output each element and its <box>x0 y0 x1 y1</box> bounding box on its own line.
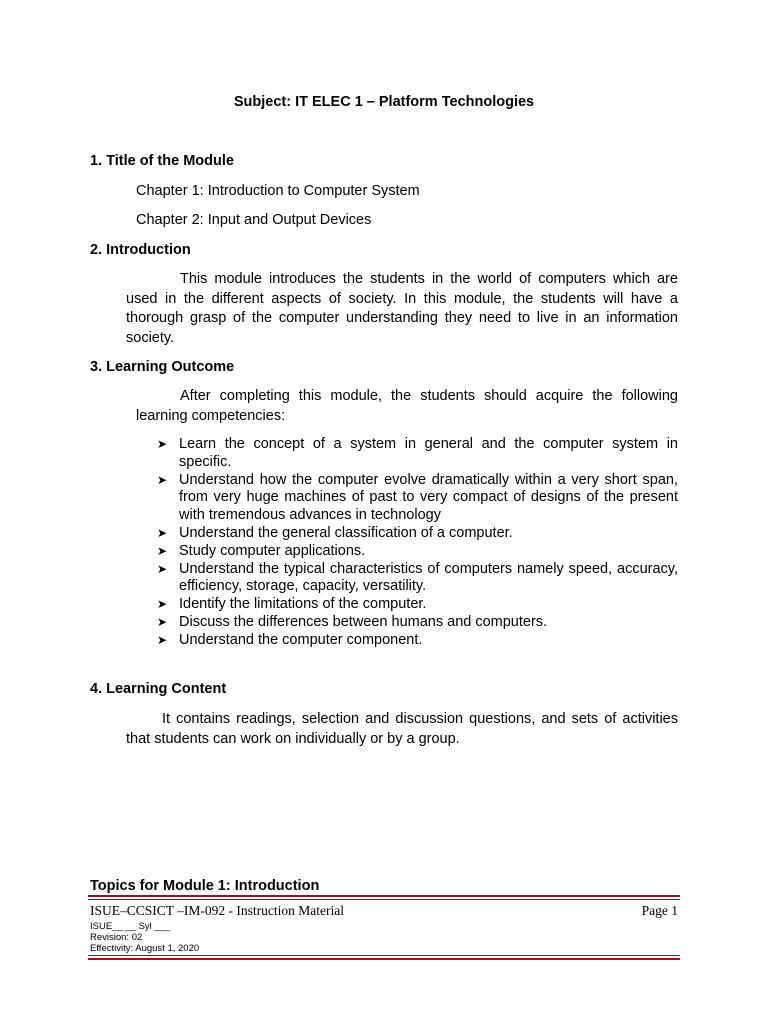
introduction-text: This module introduces the students in the world of computers which are used in the different aspects of society. In this module, the students will have a thorough grasp of the computer understanding they need to live in an information society. <box>126 271 678 346</box>
list-item <box>157 614 678 632</box>
section-heading-title: 1. Title of the Module <box>90 153 234 169</box>
chapter-2: Chapter 2: Input and Output Devices <box>136 212 372 228</box>
section-heading-learning-content: 4. Learning Content <box>90 681 227 697</box>
footer-doc-code: ISUE–CCSICT –IM-092 - Instruction Material <box>90 903 344 918</box>
section-heading-learning-outcome: 3. Learning Outcome <box>90 359 235 375</box>
arrow-bullet-icon: ➤ <box>157 437 168 451</box>
footer-revision: Revision: 02 <box>90 932 143 943</box>
list-item <box>157 632 678 650</box>
arrow-bullet-icon: ➤ <box>157 472 168 487</box>
learning-content-paragraph <box>126 710 678 749</box>
arrow-bullet-icon: ➤ <box>157 525 168 540</box>
arrow-bullet-icon: ➤ <box>157 632 168 647</box>
learning-content-text: It contains readings, selection and discussion questions, and sets of activities that students can work on individually or by a group. <box>126 711 678 747</box>
topics-heading: Topics for Module 1: Introduction <box>90 878 320 894</box>
footer-rule-bottom-thin <box>88 955 680 956</box>
arrow-bullet-icon: ➤ <box>157 543 168 558</box>
list-item-text: Learn the concept of a system in general and the computer system in specific. <box>179 436 678 470</box>
list-item-text: Understand the computer component. <box>179 631 423 648</box>
list-item <box>157 561 678 597</box>
list-item-text: Understand the typical characteristics of computers namely speed, accuracy, efficiency, storage, capacity, versatility. <box>179 560 678 595</box>
footer-rule-top-thin <box>88 899 680 900</box>
list-item-text: Study computer applications. <box>179 542 366 559</box>
learning-outcome-list <box>157 436 678 650</box>
list-item-text: Understand the general classification of a computer. <box>179 524 513 541</box>
footer-page-number: Page 1 <box>641 903 678 918</box>
footer-rule-bottom <box>88 958 680 960</box>
list-item <box>157 472 678 525</box>
footer-effectivity: Effectivity: August 1, 2020 <box>90 943 200 954</box>
list-item <box>157 543 678 561</box>
chapter-1: Chapter 1: Introduction to Computer System <box>136 183 420 199</box>
arrow-bullet-icon: ➤ <box>157 597 168 612</box>
learning-outcome-text: After completing this module, the students should acquire the following learning competencies: <box>136 388 678 424</box>
section-heading-introduction: 2. Introduction <box>90 242 191 258</box>
footer-rule-top <box>88 895 680 897</box>
list-item-text: Identify the limitations of the computer. <box>179 596 427 613</box>
document-subject: Subject: IT ELEC 1 – Platform Technologies <box>233 94 535 110</box>
list-item-text: Discuss the differences between humans and computers. <box>179 613 548 630</box>
list-item <box>157 596 678 614</box>
footer-isue-line: ISUE__ __ Syl ___ <box>90 921 171 932</box>
arrow-bullet-icon: ➤ <box>157 614 168 629</box>
list-item <box>157 525 678 543</box>
arrow-bullet-icon: ➤ <box>157 561 168 576</box>
learning-outcome-paragraph <box>136 387 678 426</box>
introduction-paragraph <box>126 270 678 348</box>
list-item <box>157 436 678 472</box>
list-item-text: Understand how the computer evolve dramatically within a very short span, from very huge machines of past to very compact of designs of the present with tremendous advances in technology <box>179 471 678 524</box>
